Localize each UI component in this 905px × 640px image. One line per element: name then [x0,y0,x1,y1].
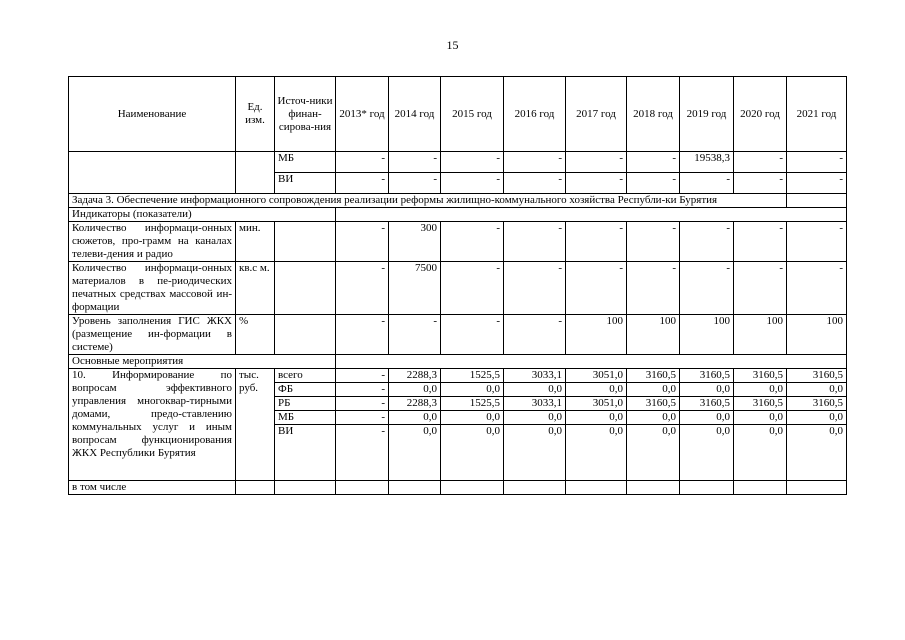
value-cell: 19538,3 [680,152,734,173]
source-cell: МБ [275,152,336,173]
value-cell: - [680,222,734,262]
value-cell: 3160,5 [680,369,734,383]
value-cell: 3033,1 [504,397,566,411]
indicator-name: Уровень заполнения ГИС ЖКХ (размещение ин-формации в системе) [69,315,236,355]
value-cell: 100 [787,315,847,355]
value-cell: - [441,262,504,315]
value-cell: 0,0 [680,425,734,481]
value-cell: 0,0 [441,425,504,481]
header-year: 2015 год [441,77,504,152]
value-cell: 100 [566,315,627,355]
empty-cell [566,481,627,495]
header-year: 2016 год [504,77,566,152]
empty-cell [336,481,389,495]
empty-cell [275,481,336,495]
indicator-row [69,262,847,315]
empty-cell [787,481,847,495]
measure-row [69,369,847,383]
value-cell: 0,0 [504,425,566,481]
value-cell: - [389,173,441,194]
value-cell: 3160,5 [787,369,847,383]
value-cell: 3051,0 [566,397,627,411]
value-cell: - [336,411,389,425]
value-cell: - [627,222,680,262]
value-cell: - [336,152,389,173]
empty-cell [787,194,847,208]
value-cell: 1525,5 [441,369,504,383]
value-cell: - [787,173,847,194]
value-cell: 2288,3 [389,397,441,411]
value-cell: 3160,5 [787,397,847,411]
header-year: 2014 год [389,77,441,152]
value-cell: 0,0 [787,383,847,397]
unit-cell: кв.с м. [236,262,275,315]
value-cell: - [504,315,566,355]
source-cell: МБ [275,411,336,425]
value-cell: 3033,1 [504,369,566,383]
source-cell [275,315,336,355]
header-year: 2021 год [787,77,847,152]
table-row [69,152,847,173]
indicator-row [69,315,847,355]
header-year: 2013* год [336,77,389,152]
section-row [69,355,847,369]
value-cell: 0,0 [787,411,847,425]
value-cell: - [504,152,566,173]
value-cell: - [504,173,566,194]
value-cell: - [336,383,389,397]
header-row [69,77,847,152]
empty-cell [680,481,734,495]
value-cell: 0,0 [787,425,847,481]
value-cell: 100 [680,315,734,355]
including-label: в том числе [69,481,236,495]
value-cell: - [787,262,847,315]
value-cell: 0,0 [389,425,441,481]
value-cell: 0,0 [566,411,627,425]
value-cell: - [336,425,389,481]
header-year: 2017 год [566,77,627,152]
value-cell: - [441,315,504,355]
value-cell: 2288,3 [389,369,441,383]
value-cell: - [566,262,627,315]
value-cell: 0,0 [389,411,441,425]
empty-cell [734,481,787,495]
empty-cell [504,481,566,495]
indicator-name: Количество информаци-онных материалов в пе-риодических печатных средствах массовой ин-формации [69,262,236,315]
source-cell: ВИ [275,173,336,194]
value-cell: 0,0 [680,411,734,425]
empty-cell [627,481,680,495]
value-cell: - [336,315,389,355]
value-cell: 3160,5 [734,369,787,383]
value-cell: 100 [734,315,787,355]
indicators-label: Индикаторы (показатели) [69,208,336,222]
header-name: Наименование [69,77,236,152]
page-number: 15 [446,38,459,52]
value-cell: 0,0 [627,411,680,425]
source-cell [275,222,336,262]
value-cell: 7500 [389,262,441,315]
header-unit: Ед. изм. [236,77,275,152]
value-cell: - [389,315,441,355]
value-cell: 0,0 [627,425,680,481]
value-cell: 3051,0 [566,369,627,383]
indicator-name: Количество информаци-онных сюжетов, про-грамм на каналах телеви-дения и радио [69,222,236,262]
value-cell: 3160,5 [680,397,734,411]
including-row [69,481,847,495]
value-cell: - [566,152,627,173]
source-cell: ВИ [275,425,336,481]
value-cell: - [441,173,504,194]
unit-cell [236,152,275,194]
value-cell: 300 [389,222,441,262]
value-cell: 3160,5 [627,397,680,411]
value-cell: 0,0 [566,383,627,397]
value-cell: - [787,152,847,173]
value-cell: - [680,262,734,315]
value-cell: 0,0 [566,425,627,481]
value-cell: - [627,262,680,315]
unit-cell: мин. [236,222,275,262]
unit-cell: тыс. руб. [236,369,275,481]
value-cell: - [441,222,504,262]
value-cell: 0,0 [734,383,787,397]
value-cell: - [389,152,441,173]
value-cell: - [504,222,566,262]
value-cell: - [734,222,787,262]
value-cell: 0,0 [734,425,787,481]
name-cell [69,152,236,194]
task-row [69,194,847,208]
value-cell: 0,0 [441,411,504,425]
value-cell: - [504,262,566,315]
measure-name: 10. Информирование по вопросам эффективного управления многоквар-тирными домами, предо-ставлению коммунальных услуг и иным вопросам функционирования ЖКХ Республики Бурятия [69,369,236,481]
value-cell: - [627,152,680,173]
source-cell: всего [275,369,336,383]
value-cell: - [734,152,787,173]
source-cell [275,262,336,315]
indicator-row [69,222,847,262]
financing-table [68,76,847,495]
empty-cell [336,355,847,369]
empty-cell [336,208,847,222]
header-year: 2020 год [734,77,787,152]
value-cell: - [336,369,389,383]
source-cell: РБ [275,397,336,411]
header-year: 2018 год [627,77,680,152]
value-cell: - [566,222,627,262]
empty-cell [389,481,441,495]
value-cell: 1525,5 [441,397,504,411]
value-cell: - [336,262,389,315]
value-cell: - [336,397,389,411]
value-cell: 3160,5 [734,397,787,411]
empty-cell [236,481,275,495]
value-cell: 3160,5 [627,369,680,383]
value-cell: 0,0 [504,383,566,397]
value-cell: - [441,152,504,173]
value-cell: 0,0 [627,383,680,397]
value-cell: - [336,173,389,194]
header-source: Источ-ники финан-сирова-ния [275,77,336,152]
value-cell: 0,0 [389,383,441,397]
value-cell: - [566,173,627,194]
empty-cell [441,481,504,495]
value-cell: - [734,173,787,194]
value-cell: 0,0 [734,411,787,425]
value-cell: - [787,222,847,262]
value-cell: - [627,173,680,194]
section-row [69,208,847,222]
value-cell: - [734,262,787,315]
measures-label: Основные мероприятия [69,355,336,369]
value-cell: - [680,173,734,194]
unit-cell: % [236,315,275,355]
value-cell: 100 [627,315,680,355]
value-cell: 0,0 [680,383,734,397]
task-title: Задача 3. Обеспечение информационного сопровождения реализации реформы жилищно-коммунального хозяйства Республи-ки Бурятия [69,194,787,208]
header-year: 2019 год [680,77,734,152]
source-cell: ФБ [275,383,336,397]
value-cell: - [336,222,389,262]
value-cell: 0,0 [504,411,566,425]
value-cell: 0,0 [441,383,504,397]
